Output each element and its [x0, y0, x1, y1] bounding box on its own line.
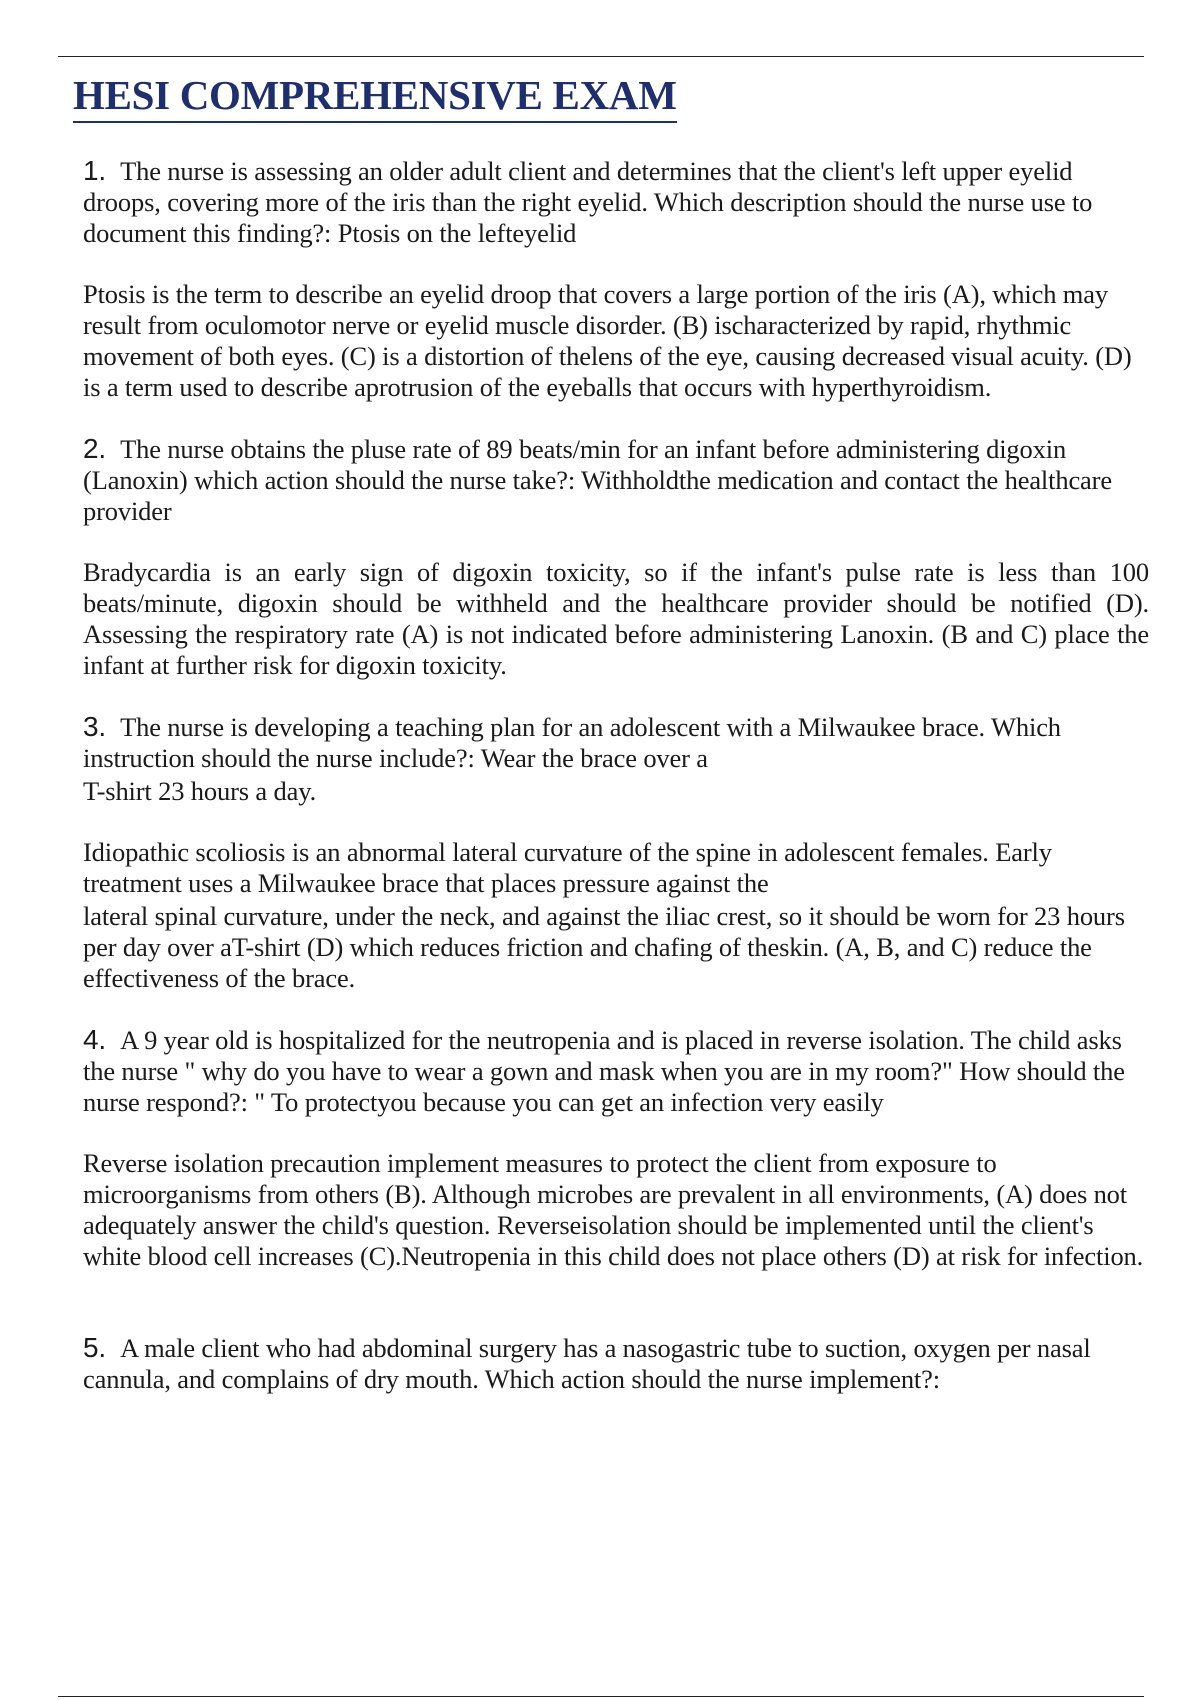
rationale-1: Ptosis is the term to describe an eyelid droop that covers a large portion of the iris (A), which may result from oculomotor nerve or eyelid muscle disorder. (B) ischaracterized by rapid, rhythmic movement of both eyes. (C) is a distortion of thelens of the eye, causing decreased visual acuity. (D) is a term used to describe aprotrusion of the eyeballs that occurs with hyperthyroidism.: [83, 279, 1132, 402]
question-text: A male client who had abdominal surgery has a nasogastric tube to suction, oxygen per nasal cannula, and complains of dry mouth. Which action should the nurse implement?:: [83, 1333, 1091, 1394]
page-title: HESI COMPREHENSIVE EXAM: [73, 71, 677, 123]
rationale-3-part-2: lateral spinal curvature, under the neck, and against the iliac crest, so it should be worn for 23 hours per day over aT-shirt (D) which reduces friction and chafing of theskin. (A, B, and C) reduce the effectiveness of the brace.: [83, 901, 1125, 993]
question-number: 1.: [83, 155, 107, 186]
question-text: The nurse is developing a teaching plan for an adolescent with a Milwaukee brace. Which instruction should the nurse include?: Wear the brace over a: [83, 712, 1061, 773]
question-number: 2.: [83, 433, 107, 464]
question-4: [83, 1024, 1149, 1118]
question-text: A 9 year old is hospitalized for the neutropenia and is placed in reverse isolation. The child asks the nurse " why do you have to wear a gown and mask when you are in my room?" How should the nurse respond?: " To protectyou because you can get an infection very easily: [83, 1025, 1125, 1117]
question-3: [83, 711, 1149, 774]
question-number: 4.: [83, 1024, 107, 1055]
top-rule: [58, 56, 1144, 57]
bottom-rule: [58, 1696, 1144, 1697]
exam-content: [83, 155, 1149, 1395]
rationale-4: Reverse isolation precaution implement measures to protect the client from exposure to microorganisms from others (B). Although microbes are prevalent in all environments, (A) does not adequately answer the child's question. Reverseisolation should be implemented until the client's white blood cell increases (C).Neutropenia in this child does not place others (D) at risk for infection.: [83, 1148, 1144, 1271]
question-1: [83, 155, 1149, 249]
question-number: 5.: [83, 1332, 107, 1363]
question-5: [83, 1332, 1149, 1395]
question-3-continued: T-shirt 23 hours a day.: [83, 776, 317, 806]
rationale-3-part-1: Idiopathic scoliosis is an abnormal lateral curvature of the spine in adolescent females. Early treatment uses a Milwaukee brace that places pressure against the: [83, 837, 1052, 898]
question-2: [83, 433, 1149, 527]
question-text: The nurse is assessing an older adult client and determines that the client's left upper eyelid droops, covering more of the iris than the right eyelid. Which description should the nurse use to document this finding?: Ptosis on the lefteyelid: [83, 156, 1093, 248]
question-text: The nurse obtains the pluse rate of 89 beats/min for an infant before administering digoxin (Lanoxin) which action should the nurse take?: Withholdthe medication and contact the healthcare provider: [83, 434, 1112, 526]
question-number: 3.: [83, 711, 107, 742]
rationale-2: Bradycardia is an early sign of digoxin toxicity, so if the infant's pulse rate is less than 100 beats/minute, digoxin should be withheld and the healthcare provider should be notified (D). Assessing the respiratory rate (A) is not indicated before administering Lanoxin. (B and C) place the infant at further risk for digoxin toxicity.: [83, 557, 1149, 680]
